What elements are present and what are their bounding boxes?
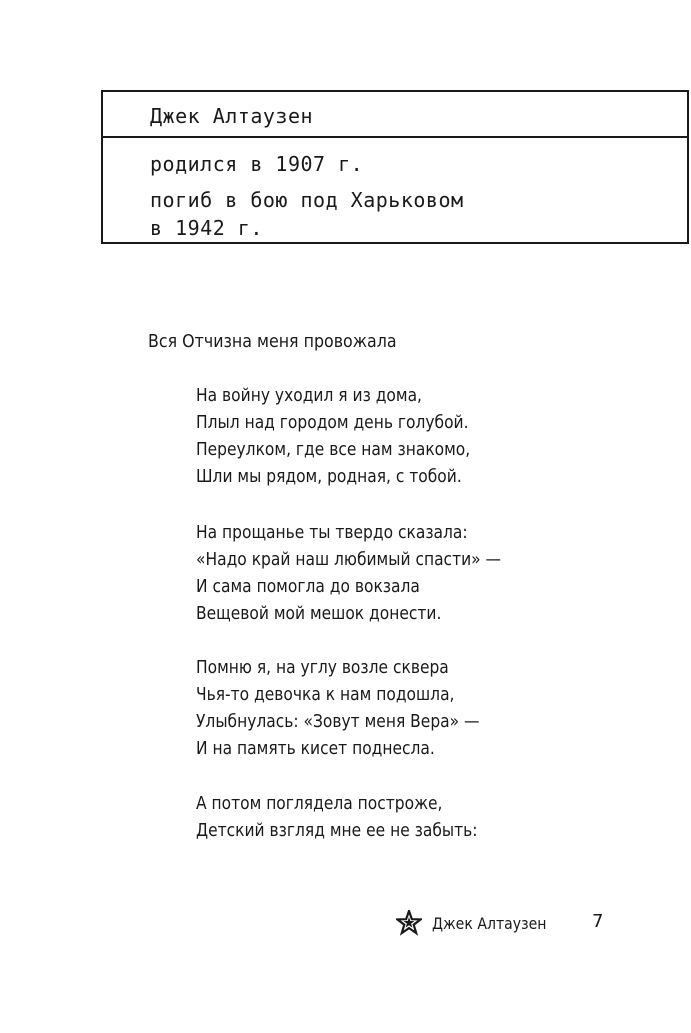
- author-name: Джек Алтаузен: [150, 104, 314, 128]
- stanza-1: [196, 382, 515, 490]
- poem-title: Вся Отчизна меня провожала: [148, 331, 397, 352]
- verse-line: Помню я, на углу возле сквера: [196, 657, 449, 678]
- death-line-1: погиб в бою под Харьковом: [150, 188, 464, 212]
- verse-line: Чья-то девочка к нам подошла,: [196, 684, 455, 705]
- verse-line: На войну уходил я из дома,: [196, 385, 422, 406]
- stanza-2: [196, 519, 551, 627]
- verse-line: И сама помогла до вокзала: [196, 576, 420, 597]
- birth-line: родился в 1907 г.: [150, 152, 364, 176]
- page-number: 7: [592, 911, 604, 932]
- stanza-4: [196, 790, 523, 844]
- verse-line: Переулком, где все нам знакомо,: [196, 439, 471, 460]
- verse-line: И на память кисет поднесла.: [196, 738, 435, 759]
- bio-name-row: [103, 92, 687, 138]
- verse-line: «Надо край наш любимый спасти» —: [196, 549, 502, 570]
- verse-line: На прощанье ты твердо сказала:: [196, 522, 468, 543]
- death-line-2: в 1942 г.: [150, 216, 263, 240]
- star-icon: [396, 910, 422, 936]
- verse-line: Плыл над городом день голубой.: [196, 412, 469, 433]
- bio-box: [101, 90, 689, 244]
- verse-line: Улыбнулась: «Зовут меня Вера» —: [196, 711, 480, 732]
- verse-line: А потом поглядела построже,: [196, 793, 443, 814]
- stanza-3: [196, 654, 526, 762]
- verse-line: Вещевой мой мешок донести.: [196, 603, 442, 624]
- footer-author: Джек Алтаузен: [432, 914, 547, 933]
- verse-line: Детский взгляд мне ее не забыть:: [196, 820, 478, 841]
- verse-line: Шли мы рядом, родная, с тобой.: [196, 466, 462, 487]
